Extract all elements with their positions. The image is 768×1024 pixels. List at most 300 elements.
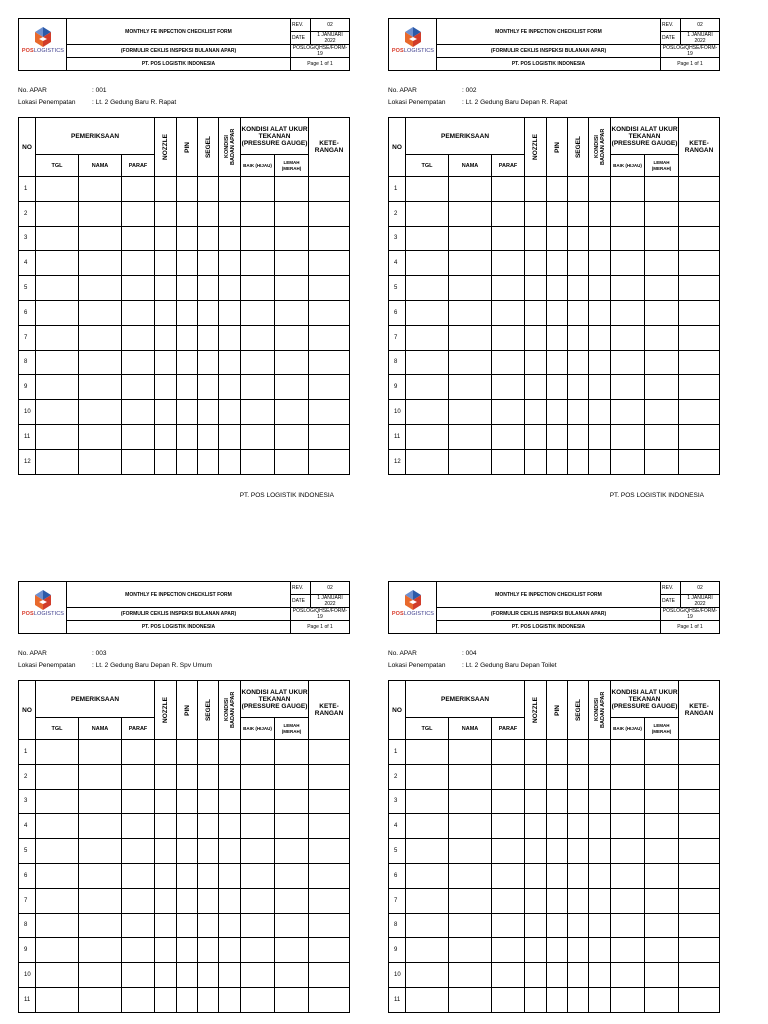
table-cell[interactable] — [611, 251, 645, 276]
table-cell[interactable] — [177, 400, 198, 425]
table-cell[interactable] — [79, 375, 122, 400]
table-cell[interactable] — [492, 400, 525, 425]
table-cell[interactable] — [198, 740, 219, 765]
table-cell[interactable] — [177, 863, 198, 888]
table-cell[interactable] — [611, 177, 645, 202]
table-cell[interactable] — [198, 789, 219, 814]
table-cell[interactable] — [122, 226, 155, 251]
table-cell[interactable] — [406, 177, 449, 202]
table-cell[interactable] — [406, 740, 449, 765]
table-cell[interactable] — [155, 449, 177, 474]
table-cell[interactable] — [525, 814, 547, 839]
table-cell[interactable] — [122, 177, 155, 202]
table-cell[interactable] — [449, 888, 492, 913]
table-cell[interactable] — [525, 325, 547, 350]
table-cell[interactable] — [645, 814, 679, 839]
table-cell[interactable] — [219, 350, 241, 375]
table-cell[interactable] — [155, 764, 177, 789]
table-cell[interactable] — [122, 325, 155, 350]
table-cell[interactable] — [198, 863, 219, 888]
table-cell[interactable] — [492, 863, 525, 888]
table-cell[interactable] — [198, 375, 219, 400]
table-cell[interactable] — [309, 789, 350, 814]
table-cell[interactable] — [275, 913, 309, 938]
table-cell[interactable] — [275, 839, 309, 864]
table-cell[interactable] — [611, 201, 645, 226]
table-cell[interactable] — [406, 938, 449, 963]
table-cell[interactable] — [36, 226, 79, 251]
table-cell[interactable] — [679, 863, 720, 888]
table-cell[interactable] — [309, 449, 350, 474]
table-cell[interactable] — [449, 987, 492, 1012]
table-cell[interactable] — [611, 226, 645, 251]
table-cell[interactable] — [241, 325, 275, 350]
table-cell[interactable] — [449, 424, 492, 449]
table-cell[interactable] — [645, 251, 679, 276]
table-cell[interactable] — [36, 789, 79, 814]
table-cell[interactable] — [122, 424, 155, 449]
table-cell[interactable] — [568, 276, 589, 301]
table-cell[interactable] — [79, 740, 122, 765]
table-cell[interactable] — [589, 276, 611, 301]
table-cell[interactable] — [589, 400, 611, 425]
table-cell[interactable] — [492, 424, 525, 449]
table-cell[interactable] — [198, 449, 219, 474]
table-cell[interactable] — [219, 764, 241, 789]
table-cell[interactable] — [492, 938, 525, 963]
table-cell[interactable] — [198, 226, 219, 251]
table-cell[interactable] — [275, 938, 309, 963]
table-cell[interactable] — [568, 839, 589, 864]
table-cell[interactable] — [449, 226, 492, 251]
table-cell[interactable] — [122, 400, 155, 425]
table-cell[interactable] — [241, 839, 275, 864]
table-cell[interactable] — [611, 375, 645, 400]
table-cell[interactable] — [36, 888, 79, 913]
table-cell[interactable] — [547, 201, 568, 226]
table-cell[interactable] — [155, 424, 177, 449]
table-cell[interactable] — [241, 789, 275, 814]
table-cell[interactable] — [241, 913, 275, 938]
table-cell[interactable] — [309, 938, 350, 963]
table-cell[interactable] — [155, 400, 177, 425]
table-cell[interactable] — [492, 177, 525, 202]
table-cell[interactable] — [219, 449, 241, 474]
table-cell[interactable] — [611, 350, 645, 375]
table-cell[interactable] — [275, 764, 309, 789]
table-cell[interactable] — [547, 814, 568, 839]
table-cell[interactable] — [177, 814, 198, 839]
table-cell[interactable] — [568, 740, 589, 765]
table-cell[interactable] — [406, 276, 449, 301]
table-cell[interactable] — [547, 251, 568, 276]
table-cell[interactable] — [589, 201, 611, 226]
table-cell[interactable] — [241, 226, 275, 251]
table-cell[interactable] — [309, 177, 350, 202]
table-cell[interactable] — [406, 226, 449, 251]
table-cell[interactable] — [547, 789, 568, 814]
table-cell[interactable] — [219, 325, 241, 350]
table-cell[interactable] — [525, 201, 547, 226]
table-cell[interactable] — [679, 789, 720, 814]
table-cell[interactable] — [679, 400, 720, 425]
table-cell[interactable] — [406, 888, 449, 913]
table-cell[interactable] — [122, 251, 155, 276]
table-cell[interactable] — [177, 839, 198, 864]
table-cell[interactable] — [679, 449, 720, 474]
table-cell[interactable] — [525, 276, 547, 301]
table-cell[interactable] — [122, 201, 155, 226]
table-cell[interactable] — [79, 424, 122, 449]
table-cell[interactable] — [79, 839, 122, 864]
table-cell[interactable] — [36, 987, 79, 1012]
table-cell[interactable] — [36, 814, 79, 839]
table-cell[interactable] — [589, 325, 611, 350]
table-cell[interactable] — [449, 325, 492, 350]
table-cell[interactable] — [589, 449, 611, 474]
table-cell[interactable] — [79, 300, 122, 325]
table-cell[interactable] — [155, 300, 177, 325]
table-cell[interactable] — [198, 764, 219, 789]
table-cell[interactable] — [645, 201, 679, 226]
table-cell[interactable] — [36, 938, 79, 963]
table-cell[interactable] — [525, 863, 547, 888]
table-cell[interactable] — [275, 789, 309, 814]
table-cell[interactable] — [79, 987, 122, 1012]
table-cell[interactable] — [309, 276, 350, 301]
table-cell[interactable] — [219, 987, 241, 1012]
table-cell[interactable] — [275, 325, 309, 350]
table-cell[interactable] — [198, 987, 219, 1012]
table-cell[interactable] — [406, 375, 449, 400]
table-cell[interactable] — [492, 226, 525, 251]
table-cell[interactable] — [525, 375, 547, 400]
table-cell[interactable] — [492, 987, 525, 1012]
table-cell[interactable] — [241, 764, 275, 789]
table-cell[interactable] — [492, 375, 525, 400]
table-cell[interactable] — [547, 177, 568, 202]
table-cell[interactable] — [198, 177, 219, 202]
table-cell[interactable] — [645, 740, 679, 765]
table-cell[interactable] — [611, 863, 645, 888]
table-cell[interactable] — [309, 764, 350, 789]
table-cell[interactable] — [547, 226, 568, 251]
table-cell[interactable] — [547, 300, 568, 325]
table-cell[interactable] — [611, 325, 645, 350]
table-cell[interactable] — [198, 350, 219, 375]
table-cell[interactable] — [568, 863, 589, 888]
table-cell[interactable] — [645, 300, 679, 325]
table-cell[interactable] — [589, 226, 611, 251]
table-cell[interactable] — [122, 913, 155, 938]
table-cell[interactable] — [122, 963, 155, 988]
table-cell[interactable] — [155, 177, 177, 202]
table-cell[interactable] — [525, 789, 547, 814]
table-cell[interactable] — [275, 201, 309, 226]
table-cell[interactable] — [492, 963, 525, 988]
table-cell[interactable] — [645, 350, 679, 375]
table-cell[interactable] — [406, 764, 449, 789]
table-cell[interactable] — [611, 424, 645, 449]
table-cell[interactable] — [309, 987, 350, 1012]
table-cell[interactable] — [241, 251, 275, 276]
table-cell[interactable] — [79, 863, 122, 888]
table-cell[interactable] — [568, 789, 589, 814]
table-cell[interactable] — [122, 888, 155, 913]
table-cell[interactable] — [568, 300, 589, 325]
table-cell[interactable] — [568, 424, 589, 449]
table-cell[interactable] — [219, 963, 241, 988]
table-cell[interactable] — [309, 424, 350, 449]
table-cell[interactable] — [679, 888, 720, 913]
table-cell[interactable] — [492, 449, 525, 474]
table-cell[interactable] — [611, 764, 645, 789]
table-cell[interactable] — [122, 938, 155, 963]
table-cell[interactable] — [645, 913, 679, 938]
table-cell[interactable] — [155, 251, 177, 276]
table-cell[interactable] — [406, 251, 449, 276]
table-cell[interactable] — [547, 839, 568, 864]
table-cell[interactable] — [679, 740, 720, 765]
table-cell[interactable] — [219, 251, 241, 276]
table-cell[interactable] — [79, 350, 122, 375]
table-cell[interactable] — [547, 325, 568, 350]
table-cell[interactable] — [611, 276, 645, 301]
table-cell[interactable] — [449, 251, 492, 276]
table-cell[interactable] — [525, 449, 547, 474]
table-cell[interactable] — [547, 350, 568, 375]
table-cell[interactable] — [568, 888, 589, 913]
table-cell[interactable] — [525, 913, 547, 938]
table-cell[interactable] — [219, 375, 241, 400]
table-cell[interactable] — [198, 325, 219, 350]
table-cell[interactable] — [645, 764, 679, 789]
table-cell[interactable] — [492, 300, 525, 325]
table-cell[interactable] — [241, 350, 275, 375]
table-cell[interactable] — [611, 839, 645, 864]
table-cell[interactable] — [241, 424, 275, 449]
table-cell[interactable] — [449, 201, 492, 226]
table-cell[interactable] — [568, 375, 589, 400]
table-cell[interactable] — [241, 449, 275, 474]
table-cell[interactable] — [645, 177, 679, 202]
table-cell[interactable] — [679, 913, 720, 938]
table-cell[interactable] — [275, 987, 309, 1012]
table-cell[interactable] — [241, 300, 275, 325]
table-cell[interactable] — [589, 424, 611, 449]
table-cell[interactable] — [547, 938, 568, 963]
table-cell[interactable] — [492, 764, 525, 789]
table-cell[interactable] — [79, 201, 122, 226]
table-cell[interactable] — [645, 449, 679, 474]
table-cell[interactable] — [406, 350, 449, 375]
table-cell[interactable] — [219, 888, 241, 913]
table-cell[interactable] — [525, 764, 547, 789]
table-cell[interactable] — [177, 226, 198, 251]
table-cell[interactable] — [79, 400, 122, 425]
table-cell[interactable] — [241, 740, 275, 765]
table-cell[interactable] — [449, 863, 492, 888]
table-cell[interactable] — [645, 276, 679, 301]
table-cell[interactable] — [449, 789, 492, 814]
table-cell[interactable] — [449, 300, 492, 325]
table-cell[interactable] — [645, 987, 679, 1012]
table-cell[interactable] — [219, 226, 241, 251]
table-cell[interactable] — [79, 226, 122, 251]
table-cell[interactable] — [275, 740, 309, 765]
table-cell[interactable] — [568, 350, 589, 375]
table-cell[interactable] — [611, 300, 645, 325]
table-cell[interactable] — [568, 764, 589, 789]
table-cell[interactable] — [547, 963, 568, 988]
table-cell[interactable] — [155, 839, 177, 864]
table-cell[interactable] — [568, 449, 589, 474]
table-cell[interactable] — [309, 325, 350, 350]
table-cell[interactable] — [611, 913, 645, 938]
table-cell[interactable] — [241, 177, 275, 202]
table-cell[interactable] — [177, 963, 198, 988]
table-cell[interactable] — [406, 963, 449, 988]
table-cell[interactable] — [679, 375, 720, 400]
table-cell[interactable] — [275, 400, 309, 425]
table-cell[interactable] — [589, 375, 611, 400]
table-cell[interactable] — [449, 350, 492, 375]
table-cell[interactable] — [122, 300, 155, 325]
table-cell[interactable] — [525, 350, 547, 375]
table-cell[interactable] — [309, 251, 350, 276]
table-cell[interactable] — [275, 814, 309, 839]
table-cell[interactable] — [406, 863, 449, 888]
table-cell[interactable] — [492, 888, 525, 913]
table-cell[interactable] — [241, 276, 275, 301]
table-cell[interactable] — [449, 740, 492, 765]
table-cell[interactable] — [611, 987, 645, 1012]
table-cell[interactable] — [219, 789, 241, 814]
table-cell[interactable] — [309, 963, 350, 988]
table-cell[interactable] — [177, 913, 198, 938]
table-cell[interactable] — [645, 963, 679, 988]
table-cell[interactable] — [122, 350, 155, 375]
table-cell[interactable] — [406, 839, 449, 864]
table-cell[interactable] — [492, 839, 525, 864]
table-cell[interactable] — [36, 424, 79, 449]
table-cell[interactable] — [547, 888, 568, 913]
table-cell[interactable] — [406, 424, 449, 449]
table-cell[interactable] — [219, 276, 241, 301]
table-cell[interactable] — [589, 789, 611, 814]
table-cell[interactable] — [525, 938, 547, 963]
table-cell[interactable] — [155, 863, 177, 888]
table-cell[interactable] — [547, 375, 568, 400]
table-cell[interactable] — [79, 251, 122, 276]
table-cell[interactable] — [492, 251, 525, 276]
table-cell[interactable] — [547, 913, 568, 938]
table-cell[interactable] — [155, 226, 177, 251]
table-cell[interactable] — [679, 226, 720, 251]
table-cell[interactable] — [679, 839, 720, 864]
table-cell[interactable] — [589, 987, 611, 1012]
table-cell[interactable] — [177, 987, 198, 1012]
table-cell[interactable] — [568, 325, 589, 350]
table-cell[interactable] — [525, 424, 547, 449]
table-cell[interactable] — [589, 251, 611, 276]
table-cell[interactable] — [177, 276, 198, 301]
table-cell[interactable] — [198, 938, 219, 963]
table-cell[interactable] — [36, 963, 79, 988]
table-cell[interactable] — [177, 177, 198, 202]
table-cell[interactable] — [611, 888, 645, 913]
table-cell[interactable] — [155, 814, 177, 839]
table-cell[interactable] — [525, 987, 547, 1012]
table-cell[interactable] — [36, 276, 79, 301]
table-cell[interactable] — [198, 913, 219, 938]
table-cell[interactable] — [275, 300, 309, 325]
table-cell[interactable] — [589, 839, 611, 864]
table-cell[interactable] — [36, 325, 79, 350]
table-cell[interactable] — [449, 764, 492, 789]
table-cell[interactable] — [177, 764, 198, 789]
table-cell[interactable] — [525, 888, 547, 913]
table-cell[interactable] — [547, 987, 568, 1012]
table-cell[interactable] — [275, 350, 309, 375]
table-cell[interactable] — [589, 300, 611, 325]
table-cell[interactable] — [122, 740, 155, 765]
table-cell[interactable] — [275, 276, 309, 301]
table-cell[interactable] — [79, 276, 122, 301]
table-cell[interactable] — [241, 814, 275, 839]
table-cell[interactable] — [241, 400, 275, 425]
table-cell[interactable] — [645, 839, 679, 864]
table-cell[interactable] — [155, 201, 177, 226]
table-cell[interactable] — [79, 913, 122, 938]
table-cell[interactable] — [645, 863, 679, 888]
table-cell[interactable] — [219, 300, 241, 325]
table-cell[interactable] — [568, 400, 589, 425]
table-cell[interactable] — [568, 177, 589, 202]
table-cell[interactable] — [155, 276, 177, 301]
table-cell[interactable] — [177, 201, 198, 226]
table-cell[interactable] — [275, 251, 309, 276]
table-cell[interactable] — [198, 888, 219, 913]
table-cell[interactable] — [219, 913, 241, 938]
table-cell[interactable] — [449, 449, 492, 474]
table-cell[interactable] — [679, 201, 720, 226]
table-cell[interactable] — [275, 177, 309, 202]
table-cell[interactable] — [36, 251, 79, 276]
table-cell[interactable] — [645, 424, 679, 449]
table-cell[interactable] — [79, 764, 122, 789]
table-cell[interactable] — [679, 177, 720, 202]
table-cell[interactable] — [155, 375, 177, 400]
table-cell[interactable] — [241, 987, 275, 1012]
table-cell[interactable] — [611, 449, 645, 474]
table-cell[interactable] — [406, 789, 449, 814]
table-cell[interactable] — [568, 913, 589, 938]
table-cell[interactable] — [275, 963, 309, 988]
table-cell[interactable] — [406, 325, 449, 350]
table-cell[interactable] — [309, 814, 350, 839]
table-cell[interactable] — [241, 963, 275, 988]
table-cell[interactable] — [568, 938, 589, 963]
table-cell[interactable] — [525, 740, 547, 765]
table-cell[interactable] — [198, 424, 219, 449]
table-cell[interactable] — [568, 226, 589, 251]
table-cell[interactable] — [589, 938, 611, 963]
table-cell[interactable] — [275, 449, 309, 474]
table-cell[interactable] — [122, 375, 155, 400]
table-cell[interactable] — [122, 839, 155, 864]
table-cell[interactable] — [547, 400, 568, 425]
